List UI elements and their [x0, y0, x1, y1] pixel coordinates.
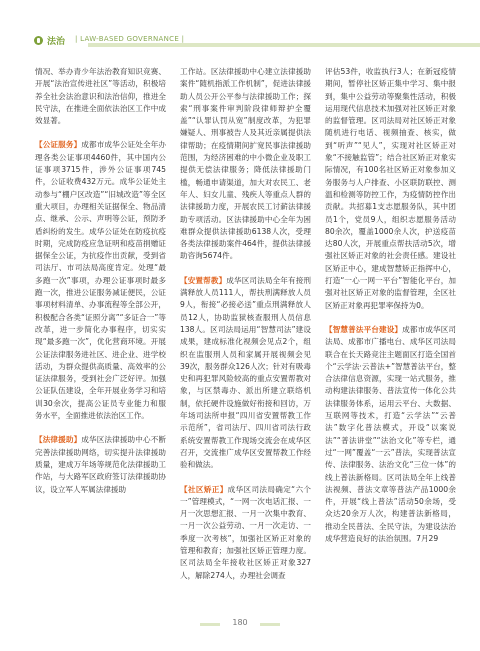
text-column-2	[180, 66, 311, 582]
section-heading: 【公证服务】	[35, 140, 82, 150]
paragraph	[325, 66, 456, 312]
page-footer	[0, 618, 480, 632]
paragraph-gap	[180, 263, 311, 275]
paragraph-gap	[180, 472, 311, 484]
article-body	[35, 66, 455, 586]
paragraph	[35, 434, 166, 495]
paragraph	[180, 66, 311, 263]
section-logo-icon	[34, 36, 43, 45]
footer-ornament-left	[200, 623, 220, 626]
paragraph-text: 成都市成华区司法局、成都市广播电台、成华区司法局联合在长天路竞注主题面区打造全国首个“云学法·云普法+”智慧普法平台，整合法律信息资源，实现一站式服务，推动构建法律服务、普法宣传一体化公共法律服务体系，运用云平台、大数据、互联网等技术，打造“云学法”“云普法”数字化普法模式，开设“以案说法”“普法讲堂”“法治文化”等专栏，通过“一网”覆盖“一云”普法，实现普法宣传、法律服务、法治文化“三位一体”的线上普法新格局。区司法局全年上线普法视频、普法文章等普法产品1000余件，开展“线上普法”活动50余场，受众达20余万人次，构建普法新格局，推动全民普法、全民守法，为建设法治成华营造良好的法治氛围。7月29	[325, 324, 457, 543]
text-column-3	[325, 66, 456, 545]
section-heading: 【法律援助】	[35, 435, 82, 445]
section-subtitle: | LAW-BASED GOVERNANCE |	[75, 35, 185, 43]
paragraph	[180, 484, 311, 582]
page-number: 180	[232, 618, 248, 627]
section-heading: 【社区矫正】	[180, 484, 228, 494]
section-heading: 【安置帮教】	[180, 275, 227, 285]
paragraph-text: 成华区法律援助中心不断完善法律援助网络，切实提升法律援助质量，建成万年场等规范化法律援助工作站，与大路军区政府签订法律援助协议，设立军人军属法律援助	[35, 435, 167, 494]
page-header	[0, 30, 480, 50]
section-heading: 【智慧普法平台建设】	[325, 324, 403, 334]
paragraph-text: 工作站。区法律援助中心建立法律援助案件“随机指派工作机制”，促进法律援助人员公开公平参与法律援助工作；探索“刑事案件审判阶段律师辩护全覆盖”“认罪认罚从宽”制度改革，为犯罪嫌疑人、刑事被告人及其近亲属提供法律帮助；在疫情期间扩宽民事法律援助范围，为经济困难的中小微企业及职工提供无偿法律服务；降低法律援助门槛，畅通申请渠道，加大对农民工、老年人、妇女儿童、残疾人等重点人群的法律援助力度，开展农民工讨薪法律援助专项活动。区法律援助中心全年为困难群众提供法律援助6138人次，受理各类法律援助案件464件，提供法律援助咨询5674件。	[180, 67, 311, 261]
paragraph-text: 成华区司法局确定“六个一”管理模式，“一网一次电话汇报、一月一次思想汇报、一月一次集中教育、一月一次公益劳动、一月一次走访、一季度一次考核”，加强社区矫正对象的管理和教育；加强社区矫正管理力度。区司法局全年接收社区矫正对象327人，解除274人，办理社会调查	[180, 484, 312, 580]
paragraph-text: 评估53件，收监执行3人；在新冠疫情期间，暂停社区矫正集中学习、集中报到，集中公益劳动等聚集性活动，积极运用现代信息技术加强对社区矫正对象的监督管理。区司法局对社区矫正对象随机进行电话、视频抽查、核实，做到“听声”“见人”，实现对社区矫正对象“不接触监管”；结合社区矫正对象实际情况，有100名社区矫正对象参加义务服务与人户排查、小区联防联控、测温和检测等防控工作，为疫情防控作出贡献。共招募1支志愿服务队，其中团员1个，党员9人，组织志愿服务活动80余次，覆盖1000余人次，护送疫苗达80人次，开展重点帮扶活动5次，增强社区矫正对象的社会责任感。建设社区矫正中心，建成智慧矫正指挥中心，打造“一心一网一平台”智能化平台，加强对社区矫正对象的监督管理，全区社区矫正对象再犯罪率保持为0。	[325, 67, 456, 310]
paragraph	[325, 324, 456, 545]
section-title: 法治	[47, 37, 66, 47]
footer-ornament-right	[260, 623, 280, 626]
paragraph	[35, 139, 166, 422]
text-column-1	[35, 66, 166, 496]
paragraph-gap	[325, 312, 456, 324]
paragraph	[180, 275, 311, 472]
paragraph-text: 成都市成华公证处全年办理各类公证事项4460件，其中国内公证事项3715件，涉外公证事项745件，公证收费432万元。成华公证处主动参与“棚户区改造”“旧城改造”等全区重大项目，办理相关证据保全、物品清点、继承、公示、声明等公证，预防矛盾纠纷的发生。成华公证处在防疫抗疫时期，完成防疫应急证明和疫苗捐赠证据保全公证，为抗疫作出贡献，受到省司法厅、市司法局高度肯定。处理“最多跑一次”事项，办理公证事项时最多跑一次，推进公证服务减证便民，公证事项材料清单、办事流程等全部公开，积极配合各类“证照分离”“多证合一”等改革，进一步简化办事程序，切实实现“最多跑一次”，优化营商环境。开展公证法律服务进社区、进企业、进学校活动，为群众提供高质量、高效率的公证法律服务，受到社会广泛好评。加强公证队伍建设，全年开展业务学习和培训30余次，提高公证员专业能力和服务水平，全面推进依法治区工作。	[35, 140, 167, 421]
paragraph	[35, 66, 166, 127]
header-bar	[88, 43, 480, 47]
paragraph-text: 成华区司法局全年有接刑满释放人员111人，帮扶刑满释放人员9人，衔接“必接必送”重点刑满释放人员12人，协助监狱核查服刑人员信息138人。区司法局运用“智慧司法”建设成果，建成标准化视频会见点2个，组织在监服刑人员和家属开展视频会见39次，服务群众126人次；针对有吸毒史和再犯罪风险较高的重点安置帮教对象，与区禁毒办、派出所建立联络机制，依托硬件设施做好衔接和回访，万年场司法所申报“四川省安置帮教工作示范所”，省司法厅、四川省司法行政系统安置帮教工作现场交流会在成华区召开，交流推广成华区安置帮教工作经验和做法。	[180, 275, 312, 470]
paragraph-text: 情况、举办青少年法治教育知识竞赛、开展“法治宣传进社区”等活动，积极培养全社会法治意识和法治信仰，推进全民守法，在推进全面依法治区工作中成效显著。	[35, 67, 166, 126]
paragraph-gap	[35, 422, 166, 434]
paragraph-gap	[35, 127, 166, 139]
